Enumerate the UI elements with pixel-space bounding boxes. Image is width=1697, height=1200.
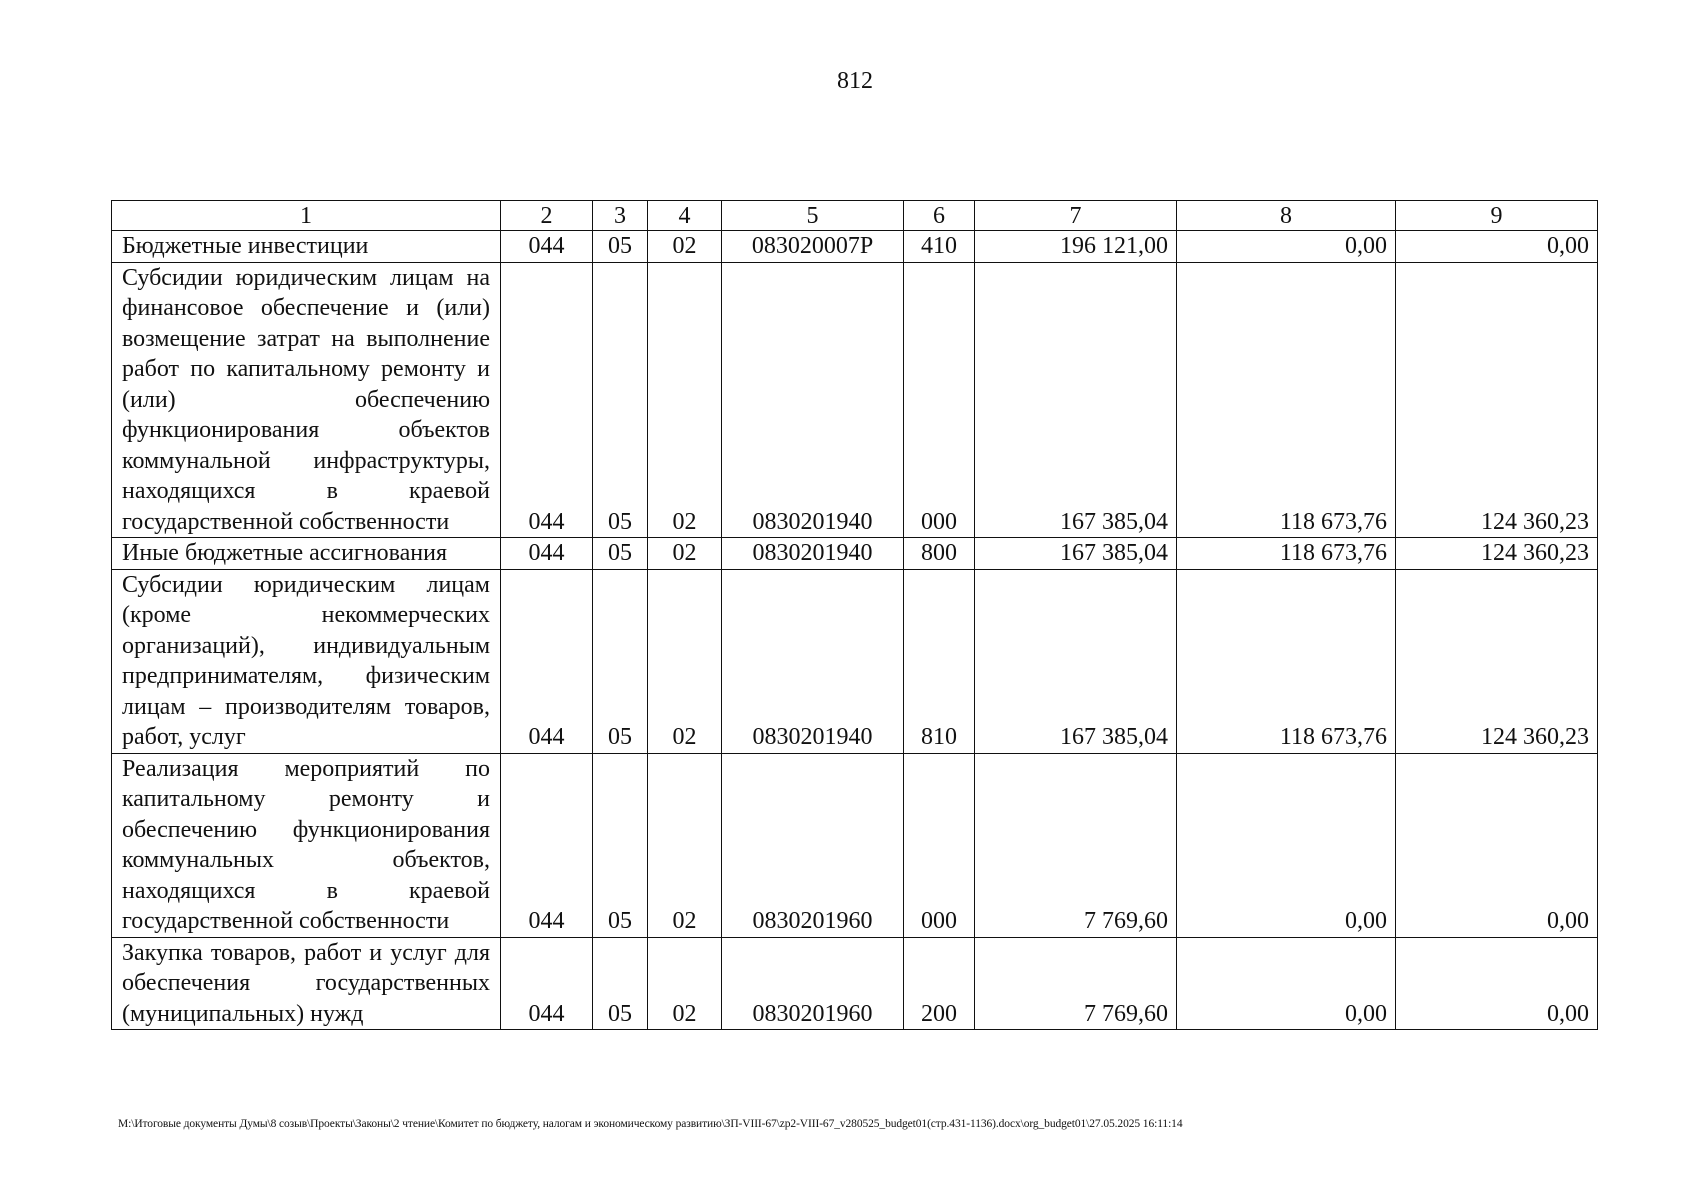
cell-col5: 083020007Р [722,231,904,263]
column-header: 6 [904,201,975,231]
column-header: 3 [593,201,648,231]
cell-col6: 000 [904,262,975,538]
row-name: Реализация мероприятий по капитальному ремонту и обеспечению функционирования коммунальных объектов, находящихся в краевой государственной собственности [112,753,501,937]
cell-col7: 196 121,00 [975,231,1177,263]
table-row [112,937,1598,1030]
cell-col8: 0,00 [1177,937,1396,1030]
cell-col6: 200 [904,937,975,1030]
column-header: 5 [722,201,904,231]
cell-col7: 167 385,04 [975,569,1177,753]
cell-col8: 0,00 [1177,231,1396,263]
table-header-row [112,201,1598,231]
cell-col7: 7 769,60 [975,753,1177,937]
column-header: 9 [1396,201,1598,231]
table-row [112,753,1598,937]
cell-col4: 02 [648,937,722,1030]
column-header: 4 [648,201,722,231]
row-name: Субсидии юридическим лицам на финансовое обеспечение и (или) возмещение затрат на выполнение работ по капитальному ремонту и (или) обеспечению функционирования объектов коммунальной инфраструктуры, находящихся в краевой государственной собственности [112,262,501,538]
cell-col8: 118 673,76 [1177,538,1396,570]
cell-col3: 05 [593,569,648,753]
cell-col3: 05 [593,538,648,570]
cell-col5: 0830201940 [722,262,904,538]
table-row [112,569,1598,753]
cell-col8: 118 673,76 [1177,569,1396,753]
cell-col7: 167 385,04 [975,538,1177,570]
cell-col2: 044 [501,538,593,570]
cell-col9: 0,00 [1396,753,1598,937]
cell-col9: 124 360,23 [1396,538,1598,570]
cell-col4: 02 [648,753,722,937]
row-name: Иные бюджетные ассигнования [112,538,501,570]
cell-col5: 0830201940 [722,569,904,753]
page-number: 812 [837,68,873,94]
cell-col3: 05 [593,753,648,937]
cell-col5: 0830201940 [722,538,904,570]
row-name: Субсидии юридическим лицам (кроме некоммерческих организаций), индивидуальным предпринимателям, физическим лицам – производителям товаров, работ, услуг [112,569,501,753]
cell-col7: 167 385,04 [975,262,1177,538]
cell-col3: 05 [593,231,648,263]
table-row [112,231,1598,263]
column-header: 8 [1177,201,1396,231]
cell-col4: 02 [648,569,722,753]
cell-col5: 0830201960 [722,753,904,937]
cell-col6: 000 [904,753,975,937]
cell-col9: 124 360,23 [1396,569,1598,753]
table-row [112,262,1598,538]
row-name: Закупка товаров, работ и услуг для обеспечения государственных (муниципальных) нужд [112,937,501,1030]
cell-col2: 044 [501,937,593,1030]
cell-col3: 05 [593,262,648,538]
cell-col8: 118 673,76 [1177,262,1396,538]
cell-col9: 0,00 [1396,231,1598,263]
column-header: 7 [975,201,1177,231]
cell-col9: 124 360,23 [1396,262,1598,538]
cell-col9: 0,00 [1396,937,1598,1030]
budget-table [111,200,1598,1030]
column-header: 2 [501,201,593,231]
column-header: 1 [112,201,501,231]
row-name: Бюджетные инвестиции [112,231,501,263]
cell-col4: 02 [648,538,722,570]
cell-col6: 410 [904,231,975,263]
cell-col2: 044 [501,569,593,753]
cell-col2: 044 [501,231,593,263]
cell-col5: 0830201960 [722,937,904,1030]
cell-col2: 044 [501,262,593,538]
document-file-path: M:\Итоговые документы Думы\8 созыв\Проекты\Законы\2 чтение\Комитет по бюджету, налогам и экономическому развитию\ЗП-VIII-67\zp2-VIII-67_v280525_budget01(стр.431-1136).docx\org_budget01\27.05.2025 16:11:14 [118,1118,1183,1130]
cell-col7: 7 769,60 [975,937,1177,1030]
cell-col2: 044 [501,753,593,937]
cell-col6: 800 [904,538,975,570]
cell-col4: 02 [648,262,722,538]
cell-col3: 05 [593,937,648,1030]
cell-col8: 0,00 [1177,753,1396,937]
table-row [112,538,1598,570]
cell-col4: 02 [648,231,722,263]
cell-col6: 810 [904,569,975,753]
